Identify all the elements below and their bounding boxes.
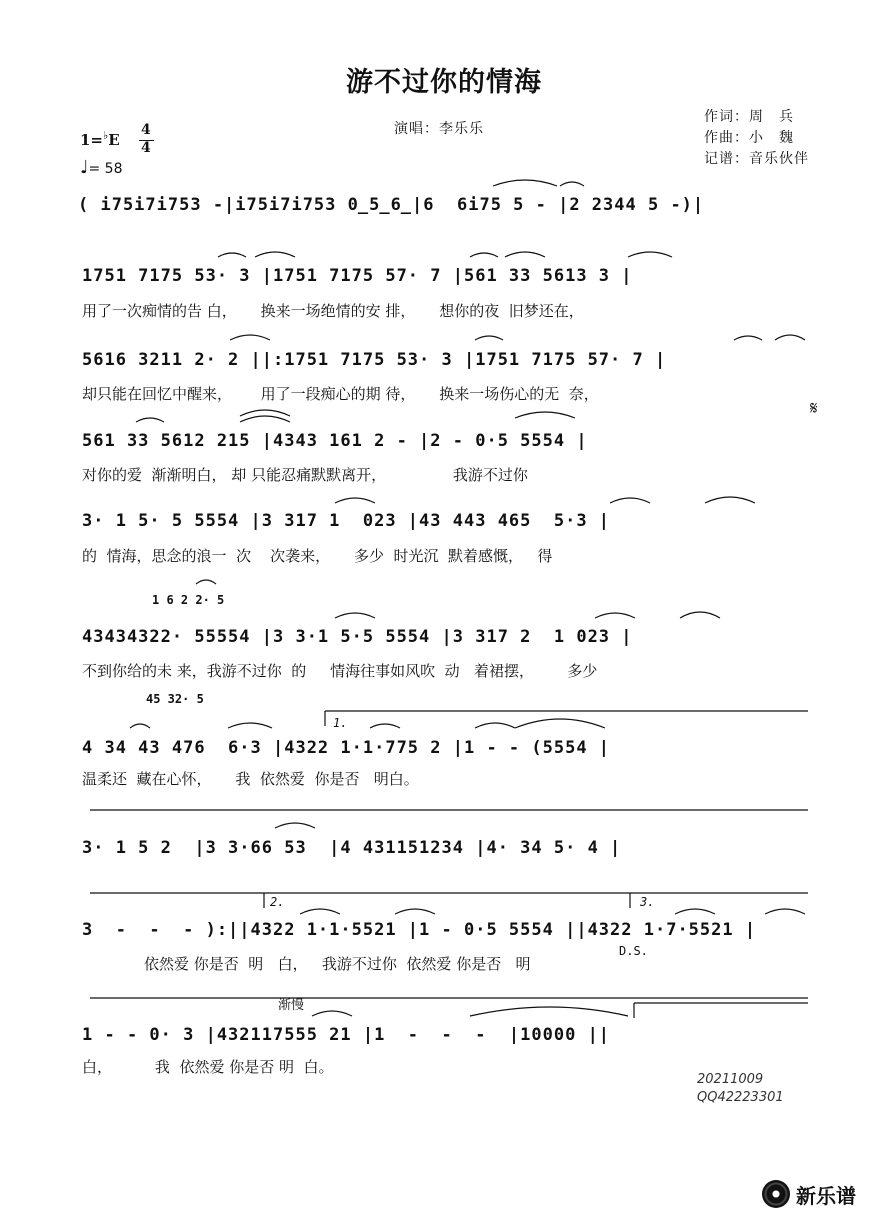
- score-row-9-lyrics: 依然爱 你是否 明 白， 我游不过你 依然爱 你是否 明: [82, 955, 531, 973]
- score-row-4-lyrics: 对你的爱 渐渐明白， 却 只能忍痛默默离开， 我游不过你: [82, 466, 528, 484]
- upper-variant-2: 45 32· 5: [146, 692, 204, 706]
- ending-2-label: 2.: [270, 895, 285, 909]
- time-signature-top: 4: [141, 122, 151, 138]
- score-row-1-notes: ( i75i7i753 -|i75i7i753 0̲5̲6̲|6 6i75 5 - |2 2344 5 -)|: [78, 195, 705, 215]
- tie-arc: [595, 613, 635, 618]
- tie-arc: [240, 410, 290, 416]
- tie-arc: [136, 418, 164, 422]
- tie-arc: [680, 612, 720, 618]
- tie-arc: [395, 909, 435, 914]
- score-row-3-notes: 5616 3211 2· 2 ||:1751 7175 53· 3 |1751 7175 57· 7 |: [82, 350, 667, 370]
- tie-arc: [196, 580, 216, 584]
- score-row-5-lyrics: 的 情海，思念的浪一 次 次袭来， 多少 时光沉 默着感慨， 得: [82, 547, 553, 565]
- score-row-10-lyrics: 白， 我 依然爱 你是否 明 白。: [82, 1058, 334, 1076]
- tie-arc: [335, 613, 375, 618]
- score-row-6-notes: 43434322· 55554 |3 3·1 5·5 5554 |3 317 2 1 023 |: [82, 627, 633, 647]
- tie-arc: [240, 416, 290, 422]
- tie-arc: [628, 252, 672, 257]
- upper-variant-1: 1 6 2 2· 5: [152, 593, 225, 607]
- singer-credit: 演唱：李乐乐: [394, 121, 484, 137]
- score-row-5-notes: 3· 1 5· 5 5554 |3 317 1 023 |43 443 465 5·3 |: [82, 511, 611, 531]
- tie-arc: [675, 909, 715, 914]
- song-title: 游不过你的情海: [346, 67, 542, 98]
- ds-mark: D.S.: [619, 944, 648, 958]
- key-note: E: [108, 131, 120, 149]
- score-row-6-lyrics: 不到你给的未 来，我游不过你 的 情海往事如风吹 动 着裙摆， 多少: [82, 662, 598, 680]
- tie-arc: [300, 909, 340, 914]
- segno-icon: 𝄋: [810, 398, 818, 419]
- tie-arc: [765, 909, 805, 914]
- tie-arc: [775, 335, 805, 340]
- tie-arc: [705, 497, 755, 503]
- tie-arc: [230, 335, 270, 340]
- tie-arc: [275, 823, 315, 828]
- score-row-7-lyrics: 温柔还 藏在心怀， 我 依然爱 你是否 明白。: [82, 770, 419, 788]
- tie-arc: [312, 1011, 352, 1016]
- score-row-10-notes: 1 - - 0· 3 |432117555 21 |1 - - - |10000 ||: [82, 1025, 611, 1045]
- key-prefix: 1=: [80, 131, 104, 149]
- tie-arc: [218, 253, 246, 257]
- tie-arc: [470, 253, 498, 257]
- tie-arc: [734, 336, 762, 340]
- score-row-4-notes: 561 33 5612 215 |4343 161 2 - |2 - 0·5 5554 |: [82, 431, 588, 451]
- score-row-3-lyrics: 却只能在回忆中醒来， 用了一段痴心的期 待， 换来一场伤心的无 奈，: [82, 385, 599, 403]
- tie-arc: [475, 723, 515, 728]
- tie-arc: [228, 723, 272, 728]
- flat-sign: ♭: [103, 129, 109, 142]
- score-row-2-lyrics: 用了一次痴情的告 白， 换来一场绝情的安 排， 想你的夜 旧梦还在，: [82, 302, 584, 320]
- tempo-value: = 58: [88, 161, 123, 177]
- site-logo-text: 新乐谱: [796, 1184, 856, 1208]
- tie-arc: [370, 724, 400, 728]
- tie-arc: [335, 498, 375, 503]
- transcriber-credit: 记谱：音乐伙伴: [704, 151, 809, 167]
- watermark-qq: QQ42223301: [697, 1090, 784, 1105]
- tie-arc: [255, 252, 295, 257]
- time-signature-bottom: 4: [141, 140, 151, 156]
- tie-arc: [610, 498, 650, 503]
- tie-arc: [475, 336, 503, 340]
- quarter-note-icon: ♩: [80, 157, 89, 178]
- tie-arc: [493, 180, 557, 186]
- score-row-9-notes: 3 - - - ):||4322 1·1·5521 |1 - 0·5 5554 ||4322 1·7·5521 |: [82, 920, 757, 940]
- composer-credit: 作曲：小 魏: [704, 130, 794, 146]
- ending-1-label: 1.: [333, 716, 348, 730]
- record-logo-icon: [762, 1180, 790, 1208]
- score-row-2-notes: 1751 7175 53· 3 |1751 7175 57· 7 |561 33 5613 3 |: [82, 266, 633, 286]
- score-row-7-notes: 4 34 43 476 6·3 |4322 1·1·775 2 |1 - - (5554 |: [82, 738, 611, 758]
- tie-arc: [505, 252, 545, 257]
- tie-arc: [470, 1007, 628, 1016]
- score-row-8-notes: 3· 1 5 2 |3 3·66 53 |4 431151234 |4· 34 5· 4 |: [82, 838, 622, 858]
- tie-arc: [130, 724, 150, 728]
- ritardando-mark: 渐慢: [278, 998, 305, 1013]
- tie-arc: [515, 719, 605, 728]
- lyricist-credit: 作词：周 兵: [704, 109, 794, 125]
- tie-arc: [515, 412, 575, 418]
- tie-arc: [560, 182, 584, 186]
- watermark-date: 20211009: [697, 1072, 764, 1087]
- ending-3-label: 3.: [640, 895, 655, 909]
